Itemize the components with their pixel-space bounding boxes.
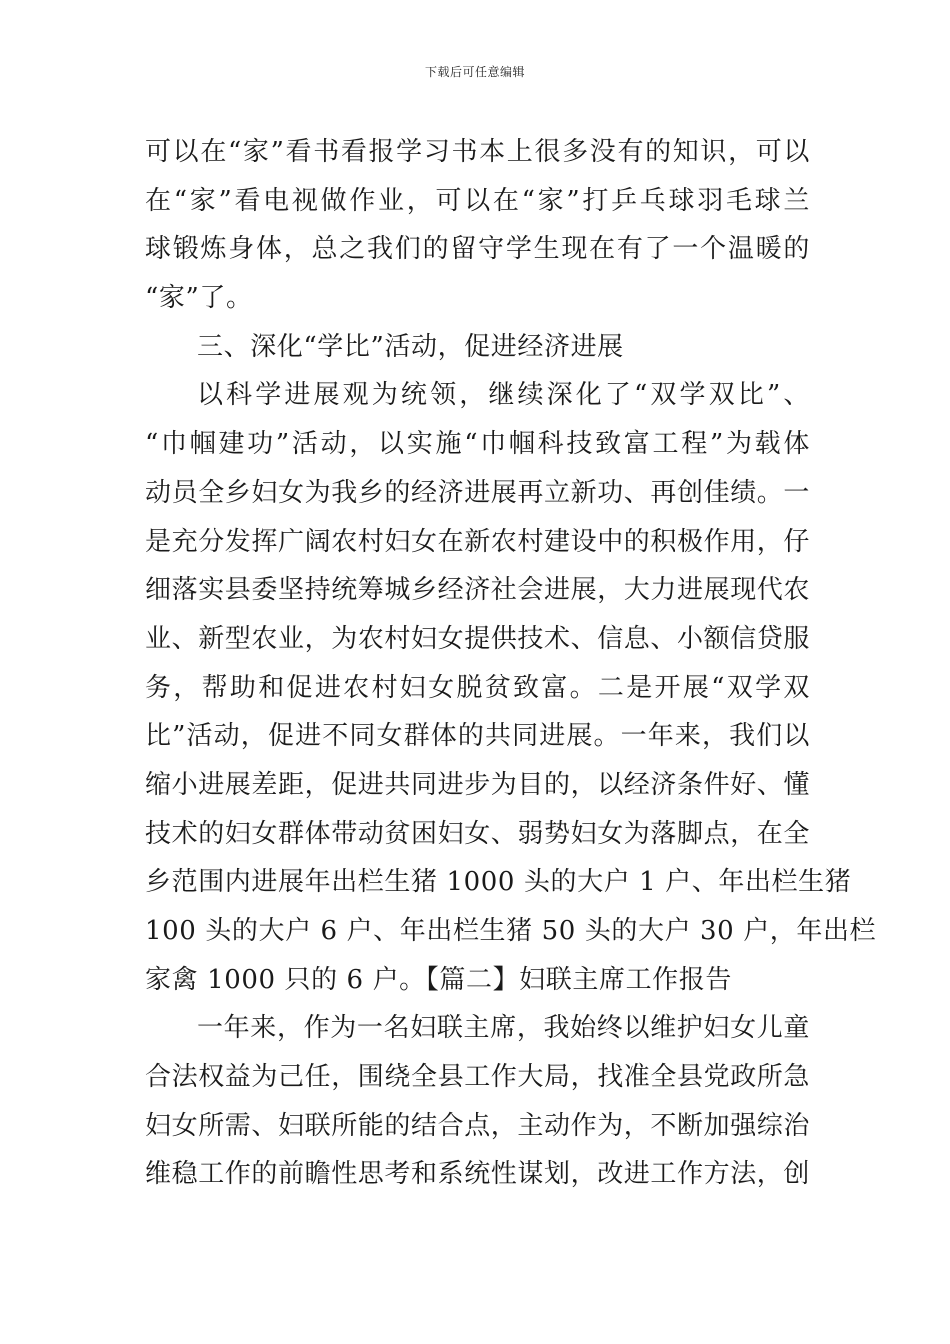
document-body <box>145 128 877 1199</box>
body-line: 是充分发挥广阔农村妇女在新农村建设中的积极作用，仔 <box>145 526 811 557</box>
body-line: 家禽 1000 只的 6 户。【篇二】妇联主席工作报告 <box>145 964 732 995</box>
body-line: 可以在“家”看书看报学习书本上很多没有的知识，可以 <box>145 137 810 167</box>
body-line: 100 头的大户 6 户、年出栏生猪 50 头的大户 30 户，年出栏 <box>145 916 877 946</box>
page-header-note: 下载后可任意编辑 <box>424 65 525 79</box>
paragraph-first-line: 一年来，作为一名妇联主席，我始终以维护妇女儿童 <box>197 1013 810 1044</box>
body-line: 细落实县委坚持统筹城乡经济社会进展，大力进展现代农 <box>145 575 811 606</box>
body-line: 维稳工作的前瞻性思考和系统性谋划，改进工作方法，创 <box>145 1159 811 1190</box>
body-line: 务，帮助和促进农村妇女脱贫致富。二是开展“双学双 <box>145 672 810 703</box>
body-line: 技术的妇女群体带动贫困妇女、弱势妇女为落脚点，在全 <box>145 818 811 849</box>
body-line: 业、新型农业，为农村妇女提供技术、信息、小额信贷服 <box>145 623 811 654</box>
body-line: “巾帼建功”活动，以实施“巾帼科技致富工程”为载体 <box>145 429 810 460</box>
body-line: 动员全乡妇女为我乡的经济进展再立新功、再创佳绩。一 <box>145 477 811 508</box>
body-line: 比”活动，促进不同女群体的共同进展。一年来，我们以 <box>145 721 810 752</box>
body-line: 缩小进展差距，促进共同进步为目的，以经济条件好、懂 <box>145 769 811 800</box>
body-line: 球锻炼身体，总之我们的留守学生现在有了一个温暖的 <box>145 234 810 265</box>
body-line: 在“家”看电视做作业，可以在“家”打乒乓球羽毛球兰 <box>145 185 810 216</box>
body-line: 乡范围内进展年出栏生猪 1000 头的大户 1 户、年出栏生猪 <box>145 867 852 898</box>
section-heading: 三、深化“学比”活动，促进经济进展 <box>197 331 624 362</box>
body-line: 合法权益为己任，围绕全县工作大局，找准全县党政所急 <box>145 1062 811 1093</box>
body-line: “家”了。 <box>145 283 253 314</box>
paragraph-first-line: 以科学进展观为统领，继续深化了“双学双比”、 <box>197 380 810 411</box>
body-line: 妇女所需、妇联所能的结合点，主动作为，不断加强综治 <box>145 1110 811 1141</box>
